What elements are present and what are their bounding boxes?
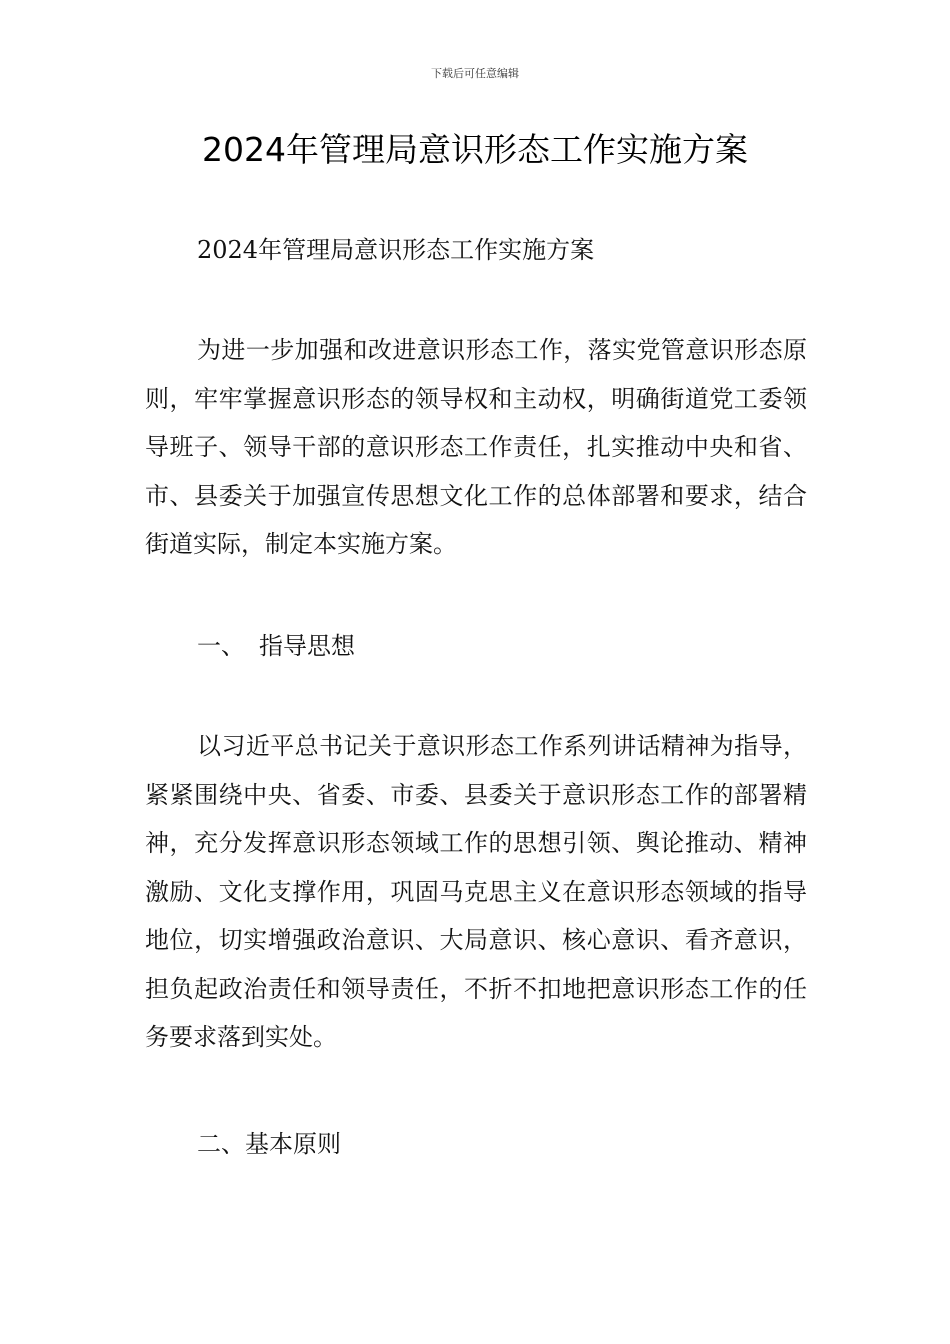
section-1-paragraph: 以习近平总书记关于意识形态工作系列讲话精神为指导，紧紧围绕中央、省委、市委、县委关于意识形态工作的部署精神，充分发挥意识形态领域工作的思想引领、舆论推动、精神激励、文化支撑作用，巩固马克思主义在意识形态领域的指导地位，切实增强政治意识、大局意识、核心意识、看齐意识，担负起政治责任和领导责任，不折不扣地把意识形态工作的任务要求落到实处。 — [145, 732, 807, 1051]
section-1-title: 指导思想 — [259, 632, 355, 660]
section-1-heading — [197, 622, 355, 670]
section-2-heading: 二、基本原则 — [197, 1130, 341, 1158]
intro-paragraph: 为进一步加强和改进意识形态工作，落实党管意识形态原则，牢牢掌握意识形态的领导权和主动权，明确街道党工委领导班子、领导干部的意识形态工作责任，扎实推动中央和省、市、县委关于加强宣传思想文化工作的总体部署和要求，结合街道实际，制定本实施方案。 — [145, 336, 807, 558]
document-subtitle: 2024年管理局意识形态工作实施方案 — [197, 236, 595, 264]
section-1-number: 一、 — [197, 632, 245, 660]
document-title: 2024年管理局意识形态工作实施方案 — [202, 130, 748, 169]
page-header-note: 下载后可任意编辑 — [431, 67, 519, 80]
